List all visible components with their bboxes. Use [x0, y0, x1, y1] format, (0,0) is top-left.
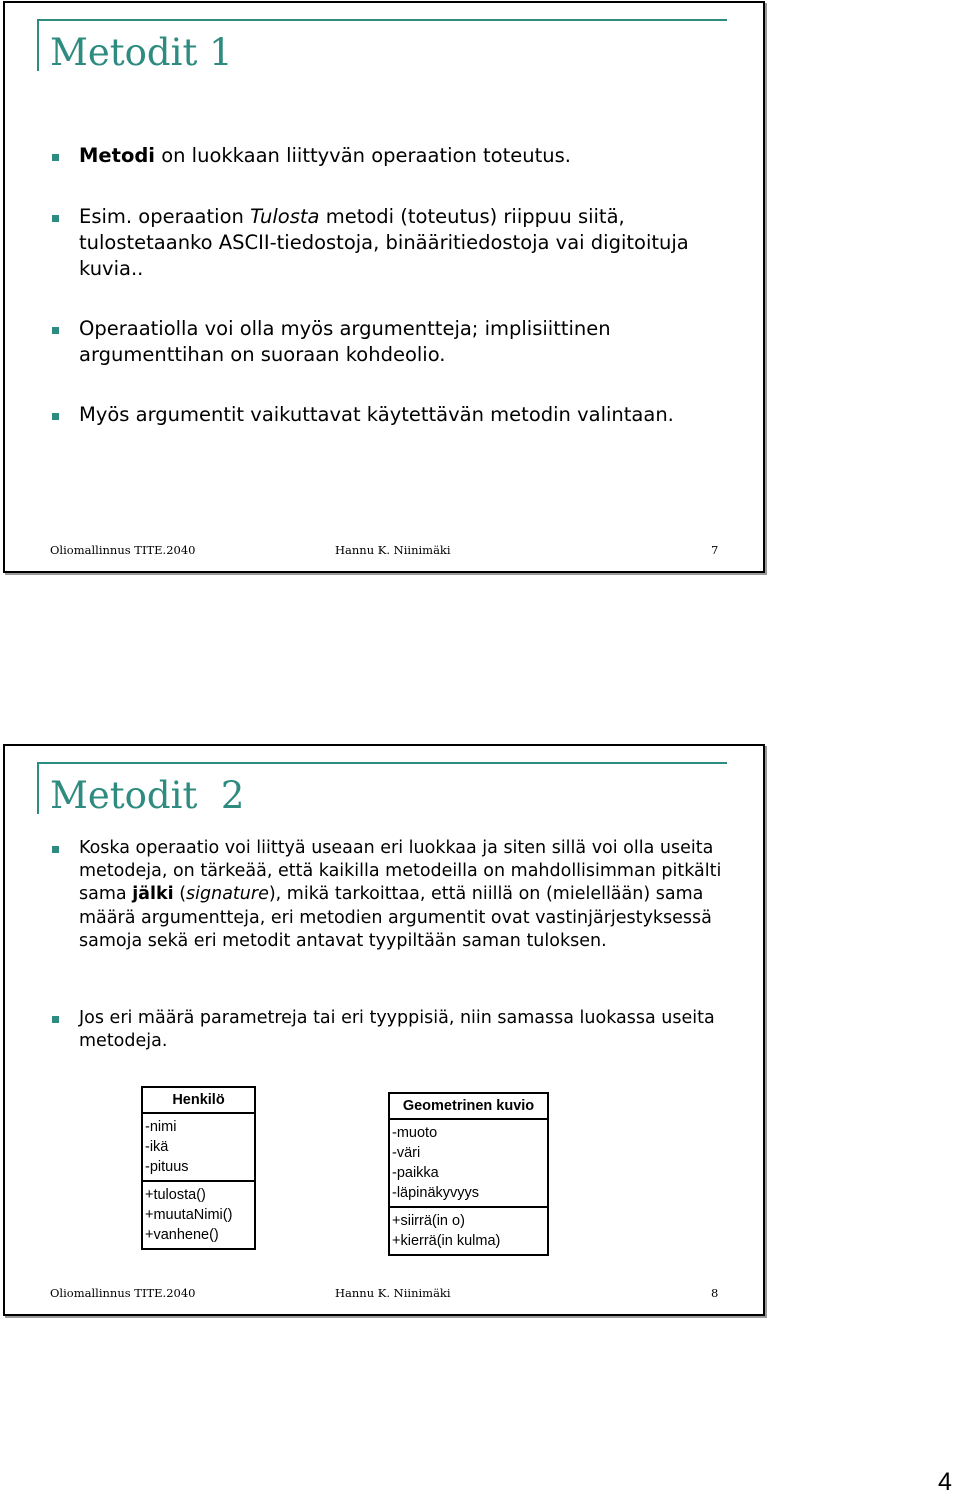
- title-rule-horizontal: [37, 762, 727, 764]
- uml-operations: [143, 1180, 254, 1248]
- title-rule-vertical: [37, 19, 39, 71]
- bold-term: jälki: [132, 884, 174, 905]
- slide-7: [3, 1, 765, 573]
- bullet-text-pre: Esim. operaation: [79, 205, 251, 228]
- footer-author: Hannu K. Niinimäki: [335, 543, 451, 557]
- bullet-square-icon: [52, 846, 59, 853]
- uml-attribute: -nimi: [145, 1119, 177, 1135]
- bullet-text-rest: ), mikä tarkoittaa, että niillä on (mielellään) sama määrä argumentteja, eri metodien argumentit ovat vastinjärjestyksessä samoja sekä eri metodit antavat tyypiltään saman tuloksen.: [79, 884, 712, 951]
- footer-author: Hannu K. Niinimäki: [335, 1286, 451, 1300]
- bullet-item: [49, 204, 739, 282]
- uml-attribute: -väri: [392, 1145, 421, 1161]
- italic-term: Tulosta: [250, 205, 320, 228]
- uml-class-geometrinen-kuvio: [388, 1092, 549, 1256]
- bullet-text-mid: (: [173, 884, 187, 905]
- bullet-text-rest: on luokkaan liittyvän operaation toteutus.: [155, 144, 571, 167]
- bullet-item: [49, 1007, 739, 1053]
- slide-title: Metodit 1: [50, 31, 233, 74]
- uml-operation: +tulosta(): [145, 1187, 206, 1203]
- uml-attributes: [143, 1114, 254, 1180]
- bullet-text-pre: Koska operaatio voi liittyä useaan eri luokkaa ja siten sillä voi olla useita metodeja, on tärkeää, että kaikilla metodeilla on mahdollisimman pitkälti sama: [79, 838, 722, 905]
- uml-class-name: Geometrinen kuvio: [390, 1094, 547, 1120]
- bullet-text: [79, 837, 739, 953]
- bullet-text: [79, 143, 739, 169]
- bullet-item: [49, 143, 739, 169]
- bullet-square-icon: [52, 413, 59, 420]
- uml-operation: +siirrä(in o): [392, 1213, 465, 1229]
- bullet-text: Myös argumentit vaikuttavat käytettävän metodin valintaan.: [79, 403, 674, 426]
- uml-attribute: -muoto: [392, 1125, 438, 1141]
- uml-attribute: -läpinäkyvyys: [392, 1185, 480, 1201]
- italic-term: signature: [186, 884, 269, 905]
- bullet-text: [79, 204, 739, 282]
- uml-attribute: -paikka: [392, 1165, 439, 1181]
- bullet-text: Jos eri määrä parametreja tai eri tyyppisiä, niin samassa luokassa useita metodeja.: [79, 1008, 715, 1052]
- bold-term: Metodi: [79, 144, 155, 167]
- uml-attribute: -pituus: [145, 1159, 189, 1175]
- footer-course: Oliomallinnus TITE.2040: [50, 543, 196, 557]
- footer-slide-number: 7: [711, 543, 719, 557]
- uml-attributes: [390, 1120, 547, 1206]
- uml-attribute: -ikä: [145, 1139, 169, 1155]
- title-rule-vertical: [37, 762, 39, 814]
- bullet-item: [49, 316, 739, 368]
- footer-course: Oliomallinnus TITE.2040: [50, 1286, 196, 1300]
- page-number: 4: [938, 1468, 952, 1496]
- uml-operation: +vanhene(): [145, 1227, 219, 1243]
- bullet-square-icon: [52, 327, 59, 334]
- slide-title: Metodit 2: [50, 774, 245, 817]
- uml-class-name: Henkilö: [143, 1088, 254, 1114]
- bullet-text-rest: metodi (toteutus) riippuu siitä, tulostetaanko ASCII-tiedostoja, binääritiedostoja vai digitoituja kuvia..: [79, 205, 689, 280]
- bullet-item: [49, 837, 739, 953]
- uml-operation: +kierrä(in kulma): [392, 1233, 501, 1249]
- bullet-square-icon: [52, 215, 59, 222]
- footer-slide-number: 8: [711, 1286, 719, 1300]
- uml-class-henkilo: [141, 1086, 256, 1250]
- slide-8: [3, 744, 765, 1316]
- uml-operations: [390, 1206, 547, 1254]
- bullet-text: Operaatiolla voi olla myös argumentteja; implisiittinen argumenttihan on suoraan kohdeolio.: [79, 317, 611, 366]
- uml-operation: +muutaNimi(): [145, 1207, 233, 1223]
- bullet-square-icon: [52, 1016, 59, 1023]
- bullet-square-icon: [52, 154, 59, 161]
- bullet-item: [49, 402, 739, 428]
- title-rule-horizontal: [37, 19, 727, 21]
